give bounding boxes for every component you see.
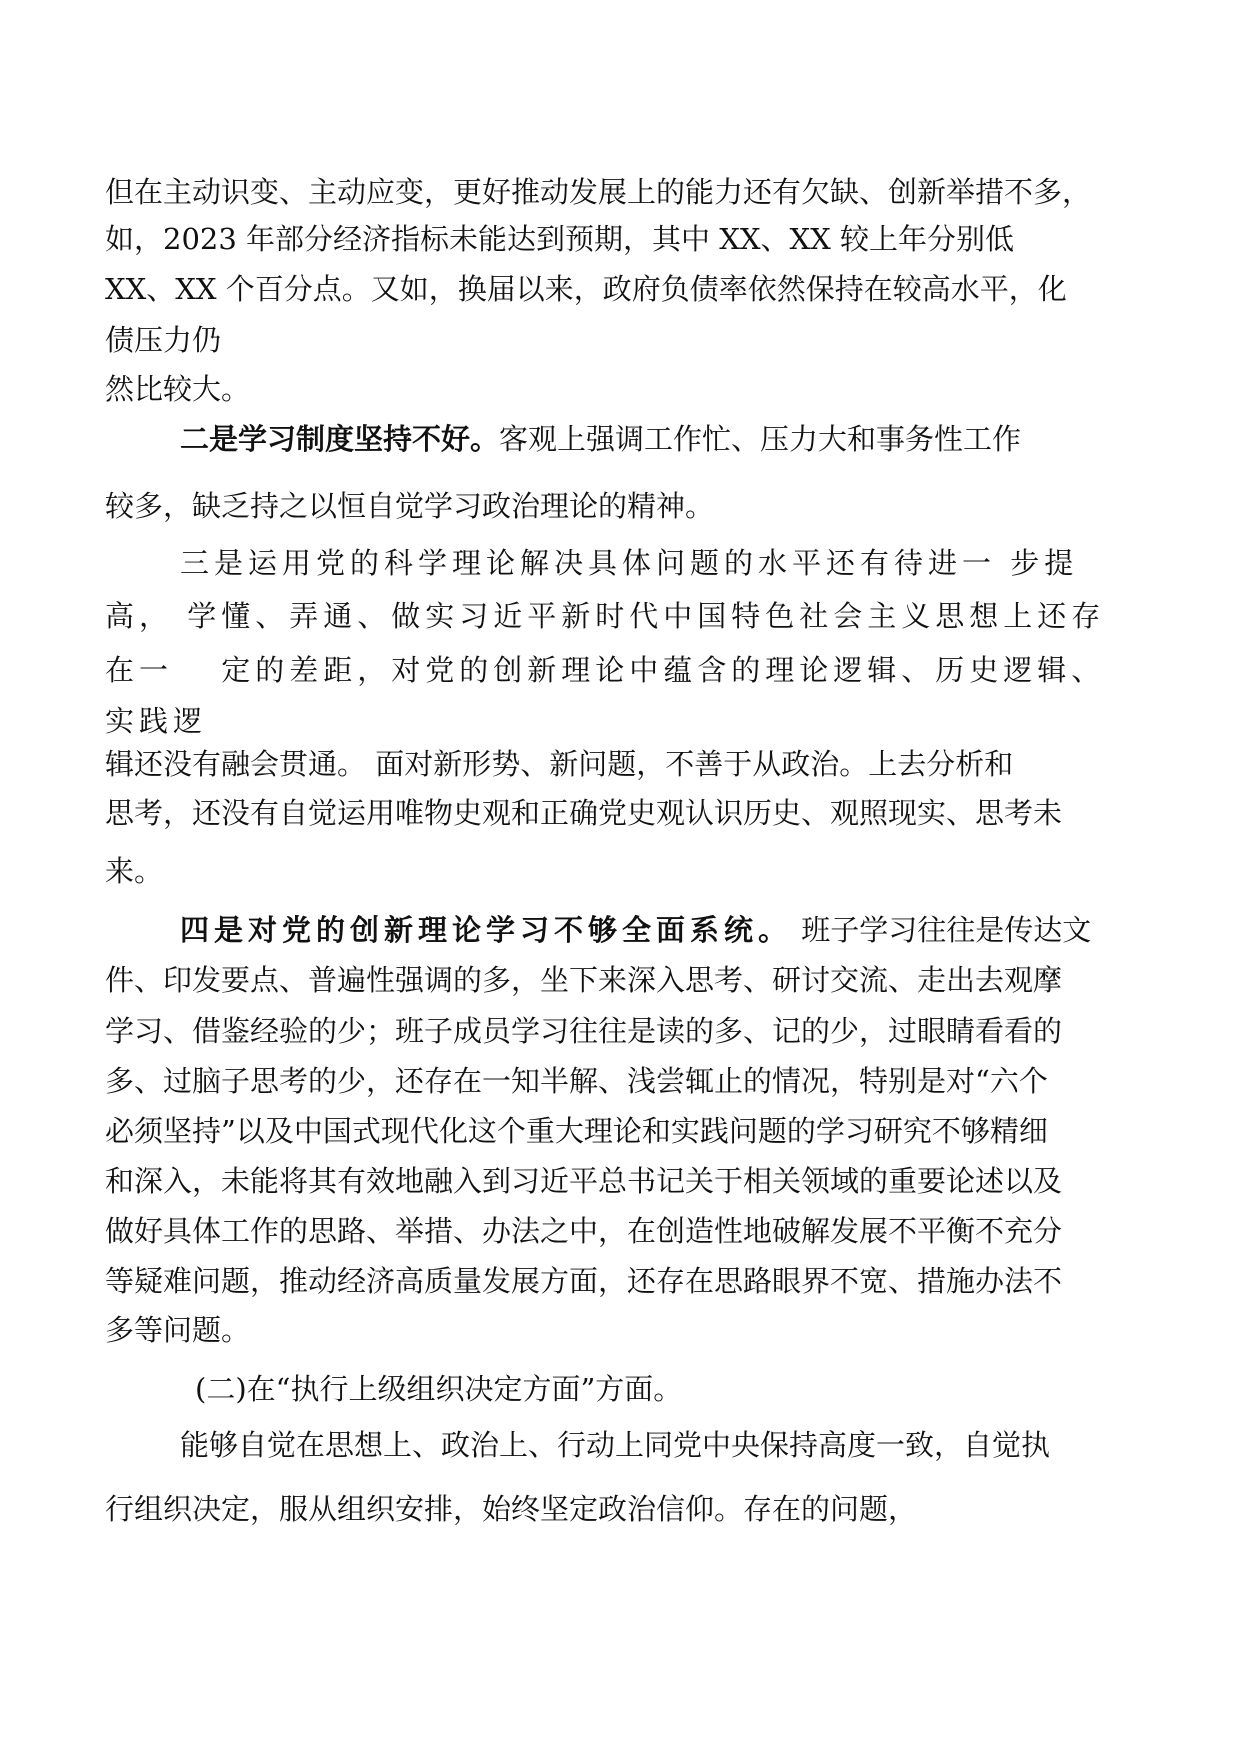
paragraph-heading: 四是对党的创新理论学习不够全面系统。	[180, 913, 793, 947]
text-line: 三是运用党的科学理论解决具体问题的水平还有待进一 步提	[180, 546, 1079, 580]
paragraph-line	[180, 420, 1021, 458]
text-line: 学习、借鉴经验的少；班子成员学习往往是读的多、记的少，过眼睛看看的	[105, 1014, 1063, 1048]
text-line: 高， 学懂、弄通、做实习近平新时代中国特色社会主义思想上还存	[105, 599, 1106, 633]
text-line: 债压力仍	[105, 323, 222, 357]
text-line: 实践逻	[105, 704, 208, 738]
paragraph-line	[180, 911, 1091, 949]
paragraph-text: 班子学习往往是传达文	[792, 913, 1092, 947]
section-title: (二)在“执行上级组织决定方面”方面。	[195, 1372, 683, 1406]
text-line: 和深入，未能将其有效地融入到习近平总书记关于相关领域的重要论述以及	[105, 1164, 1063, 1198]
paragraph-text: 客观上强调工作忙、压力大和事务性工作	[499, 422, 1022, 456]
text-line: 件、印发要点、普遍性强调的多，坐下来深入思考、研讨交流、走出去观摩	[105, 963, 1063, 997]
text-line: 行组织决定，服从组织安排，始终坚定政治信仰。存在的问题，	[105, 1492, 918, 1526]
text-line: 必须坚持”以及中国式现代化这个重大理论和实践问题的学习研究不够精细	[105, 1114, 1048, 1148]
text-line: 思考，还没有自觉运用唯物史观和正确党史观认识历史、观照现实、思考未	[105, 796, 1063, 830]
text-line: 较多，缺乏持之以恒自觉学习政治理论的精神。	[105, 489, 715, 523]
text-line: 多等问题。	[105, 1313, 251, 1347]
text-line: 但在主动识变、主动应变，更好推动发展上的能力还有欠缺、创新举措不多，	[105, 175, 1092, 209]
text-line: XX、XX 个百分点。又如，换届以来，政府负债率依然保持在较高水平，化	[105, 272, 1067, 306]
text-line: 来。	[105, 854, 164, 888]
text-line: 能够自觉在思想上、政治上、行动上同党中央保持高度一致，自觉执	[180, 1428, 1051, 1462]
text-line: 如，2023 年部分经济指标未能达到预期，其中 XX、XX 较上年分别低	[105, 222, 1015, 256]
text-line: 做好具体工作的思路、举措、办法之中，在创造性地破解发展不平衡不充分	[105, 1214, 1063, 1248]
text-line: 多、过脑子思考的少，还存在一知半解、浅尝辄止的情况，特别是对“六个	[105, 1064, 1048, 1098]
text-line: 等疑难问题，推动经济高质量发展方面，还存在思路眼界不宽、措施办法不	[105, 1264, 1063, 1298]
paragraph-heading: 二是学习制度坚持不好。	[180, 422, 500, 456]
text-line: 辑还没有融会贯通。 面对新形势、新问题，不善于从政治。上去分析和	[105, 747, 1014, 781]
text-line: 在一 定的差距，对党的创新理论中蕴含的理论逻辑、历史逻辑、	[105, 653, 1106, 687]
text-line: 然比较大。	[105, 372, 251, 406]
